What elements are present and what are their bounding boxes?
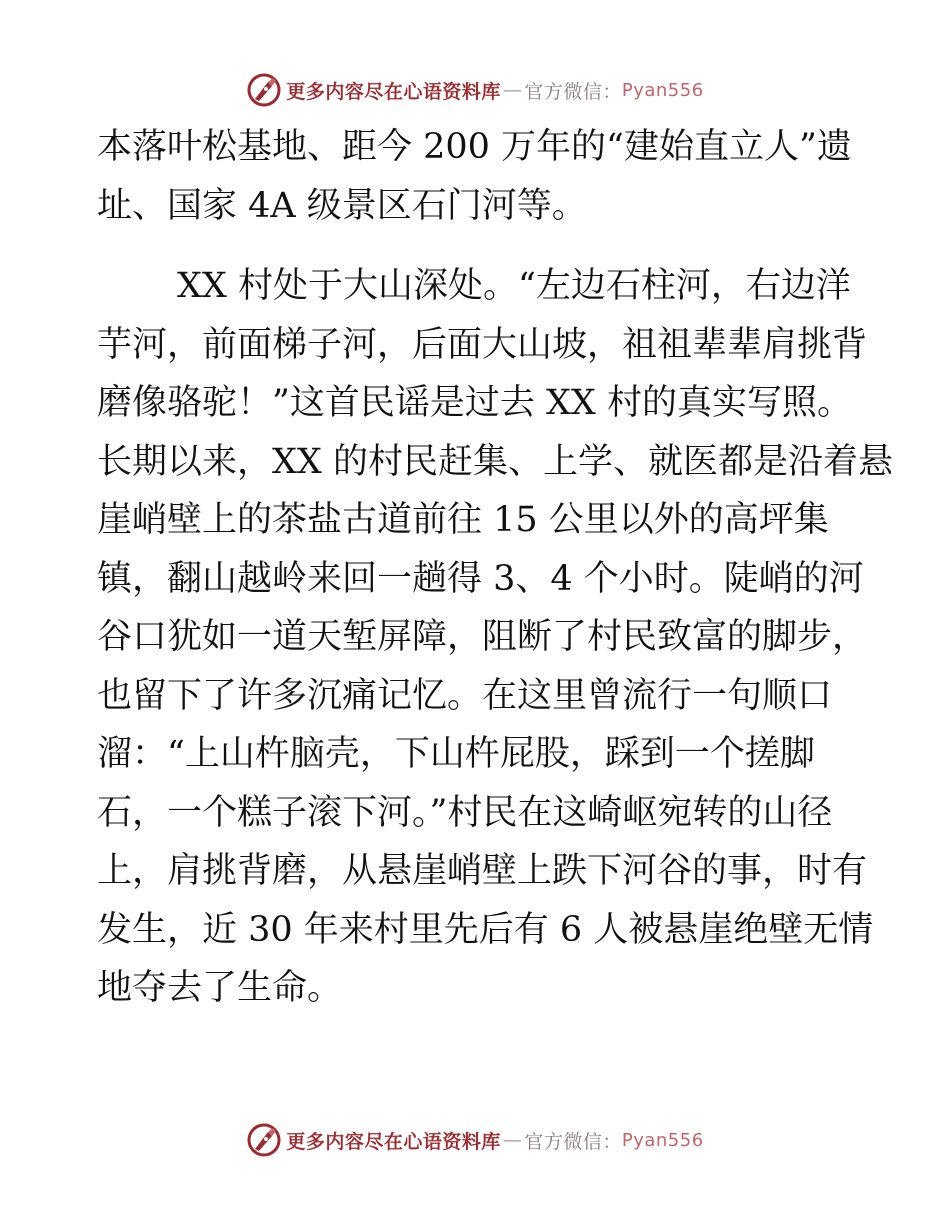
text-line: 芋河，前面梯子河，后面大山坡，祖祖辈辈肩挑背 (97, 324, 868, 365)
document-body (97, 118, 893, 1018)
paragraph-2 (97, 257, 893, 1018)
text-line: 磨像骆驼！”这首民谣是过去 XX 村的真实写照。 (97, 383, 852, 423)
watermark-dash: — (502, 79, 523, 101)
text-line: 地夺去了生命。 (97, 968, 343, 1008)
text-line: 址、国家 4A 级景区石门河等。 (97, 185, 587, 226)
text-line: 也留下了许多沉痛记忆。在这里曾流行一句顺口 (97, 675, 833, 716)
text-line: 崖峭壁上的茶盐古道前往 15 公里以外的高坪集 (97, 500, 829, 540)
text-line: 溜：“上山杵脑壳，下山杵屁股，踩到一个搓脚 (97, 734, 815, 774)
text-line: 上，肩挑背磨，从悬崖峭壁上跌下河谷的事，时有 (97, 851, 868, 891)
watermark-label: 官方微信： (524, 1130, 622, 1153)
header-watermark (0, 70, 950, 110)
pen-nib-logo-icon (246, 72, 282, 108)
watermark-brand: 更多内容尽在心语资料库 (286, 1130, 501, 1153)
watermark-brand: 更多内容尽在心语资料库 (286, 80, 501, 103)
text-line: 谷口犹如一道天堑屏障，阻断了村民致富的脚步， (97, 617, 868, 657)
footer-watermark (0, 1120, 950, 1160)
watermark-label: 官方微信： (524, 80, 622, 103)
watermark-wechat-id: Pyan556 (621, 79, 704, 101)
paragraph-gap (97, 235, 857, 257)
text-line: 石，一个糕子滚下河。”村民在这崎岖宛转的山径 (97, 792, 833, 833)
watermark-dash: — (502, 1129, 523, 1151)
pen-nib-logo-icon (246, 1122, 282, 1158)
text-line: XX 村处于大山深处。“左边石柱河，右边洋 (177, 266, 851, 306)
text-line: 镇，翻山越岭来回一趟得 3、4 个小时。陡峭的河 (97, 558, 864, 599)
text-line: 长期以来，XX 的村民赶集、上学、就医都是沿着悬 (97, 441, 893, 482)
watermark-wechat-id: Pyan556 (621, 1129, 704, 1151)
text-line: 本落叶松基地、距今 200 万年的“建始直立人”遗 (97, 127, 852, 167)
text-line: 发生，近 30 年来村里先后有 6 人被悬崖绝壁无情 (97, 909, 874, 950)
paragraph-1 (97, 118, 857, 235)
